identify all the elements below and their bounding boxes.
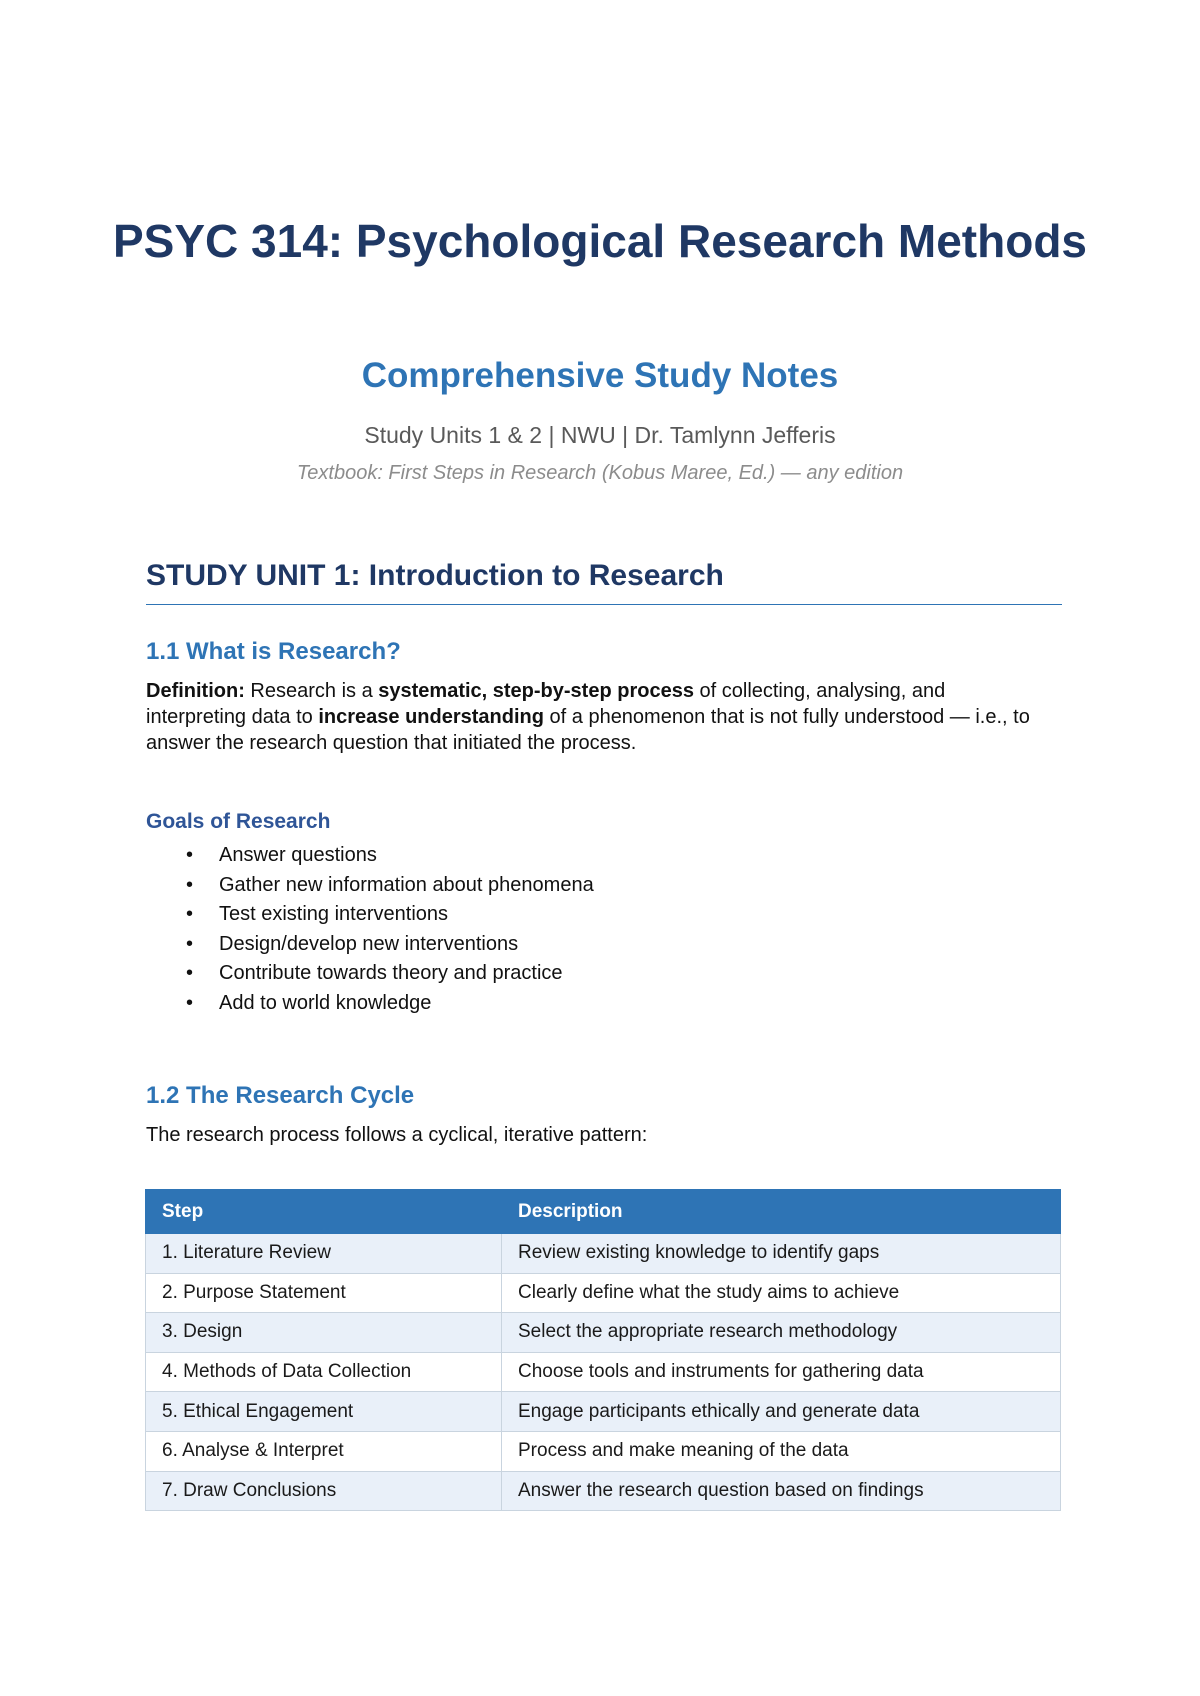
step-cell: 4. Methods of Data Collection — [146, 1352, 502, 1392]
research-cycle-intro: The research process follows a cyclical, iterative pattern: — [146, 1124, 648, 1146]
section-heading-1-1: 1.1 What is Research? — [146, 638, 401, 665]
definition-text-2: of collecting, analysing, and interpreting data to — [146, 680, 946, 728]
document-meta: Study Units 1 & 2 | NWU | Dr. Tamlynn Jefferis — [364, 422, 836, 448]
bullet-icon: • — [186, 873, 194, 896]
list-item — [146, 901, 1046, 931]
table-row — [146, 1392, 1061, 1432]
goal-text: Test existing interventions — [219, 903, 449, 925]
goal-text: Answer questions — [219, 844, 377, 866]
goal-text: Design/develop new interventions — [219, 932, 519, 955]
bullet-icon: • — [186, 932, 194, 955]
definition-text-1: Research is a — [244, 680, 379, 702]
step-cell: 6. Analyse & Interpret — [146, 1431, 502, 1471]
bullet-icon: • — [186, 903, 194, 925]
research-cycle-table — [145, 1189, 1061, 1511]
step-cell: 7. Draw Conclusions — [146, 1471, 502, 1511]
table-row — [146, 1431, 1061, 1471]
study-unit-heading: STUDY UNIT 1: Introduction to Research — [146, 558, 1062, 605]
table-row — [146, 1234, 1061, 1274]
textbook-reference: Textbook: First Steps in Research (Kobus Maree, Ed.) — any edition — [296, 462, 904, 484]
list-item — [146, 990, 1046, 1020]
section-heading-1-2: 1.2 The Research Cycle — [146, 1082, 415, 1109]
table-row — [146, 1273, 1061, 1313]
table-row — [146, 1352, 1061, 1392]
definition-bold-2: increase understanding — [318, 706, 544, 728]
goals-heading: Goals of Research — [146, 810, 331, 833]
goals-list — [146, 842, 1046, 1019]
document-title: PSYC 314: Psychological Research Methods — [112, 215, 1088, 267]
goal-text: Contribute towards theory and practice — [219, 962, 563, 984]
bullet-icon: • — [186, 962, 194, 984]
description-cell: Engage participants ethically and generate data — [502, 1392, 1061, 1432]
step-cell: 1. Literature Review — [146, 1234, 502, 1274]
description-cell: Choose tools and instruments for gathering data — [502, 1352, 1061, 1392]
list-item — [146, 960, 1046, 990]
step-cell: 2. Purpose Statement — [146, 1273, 502, 1313]
definition-paragraph — [146, 678, 1046, 756]
document-subtitle: Comprehensive Study Notes — [361, 356, 839, 395]
description-cell: Clearly define what the study aims to achieve — [502, 1273, 1061, 1313]
description-cell: Process and make meaning of the data — [502, 1431, 1061, 1471]
step-cell: 3. Design — [146, 1313, 502, 1353]
column-header-step: Step — [146, 1190, 502, 1234]
bullet-icon: • — [186, 844, 194, 866]
goal-text: Gather new information about phenomena — [219, 873, 594, 896]
bullet-icon: • — [186, 991, 194, 1014]
description-cell: Select the appropriate research methodology — [502, 1313, 1061, 1353]
list-item — [146, 931, 1046, 961]
definition-label: Definition: — [146, 680, 245, 702]
definition-text-3: of a phenomenon that is not fully understood — i.e., to answer the research question that initiated the process. — [146, 706, 1030, 754]
column-header-description: Description — [502, 1190, 1061, 1234]
definition-bold-1: systematic, step-by-step process — [378, 680, 694, 702]
table-row — [146, 1313, 1061, 1353]
goal-text: Add to world knowledge — [219, 991, 432, 1014]
list-item — [146, 842, 1046, 872]
table-row — [146, 1471, 1061, 1511]
step-cell: 5. Ethical Engagement — [146, 1392, 502, 1432]
description-cell: Review existing knowledge to identify gaps — [502, 1234, 1061, 1274]
description-cell: Answer the research question based on findings — [502, 1471, 1061, 1511]
table-header-row — [146, 1190, 1061, 1234]
list-item — [146, 872, 1046, 902]
